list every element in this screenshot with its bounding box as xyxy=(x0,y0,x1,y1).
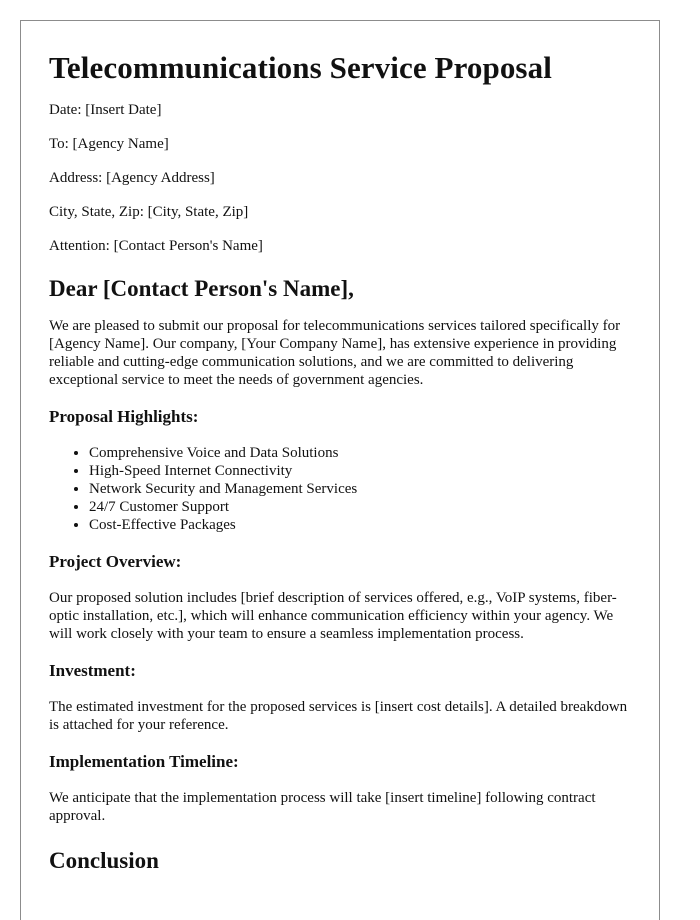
list-item: • Comprehensive Voice and Data Solutions xyxy=(89,444,631,462)
timeline-heading: Implementation Timeline: xyxy=(49,752,239,771)
investment-paragraph: The estimated investment for the proposed services is [insert cost details]. A detailed breakdown is attached for your reference. xyxy=(49,699,628,733)
city-state-zip-line: City, State, Zip: [City, State, Zip] xyxy=(49,204,249,220)
timeline-paragraph: We anticipate that the implementation process will take [insert timeline] following contract approval. xyxy=(49,790,596,824)
investment-heading: Investment: xyxy=(49,661,136,680)
conclusion-heading: Conclusion xyxy=(49,848,159,873)
highlights-heading: Proposal Highlights: xyxy=(49,407,199,426)
address-line: Address: [Agency Address] xyxy=(49,170,215,186)
date-line: Date: [Insert Date] xyxy=(49,102,162,118)
overview-paragraph: Our proposed solution includes [brief description of services offered, e.g., VoIP systems, fiber-optic installation, etc.], which will enhance communication efficiency within your agency. We will work closely with your team to ensure a seamless implementation process. xyxy=(49,590,617,642)
page-title: Telecommunications Service Proposal xyxy=(49,50,552,85)
letter-page xyxy=(20,20,660,920)
attention-line: Attention: [Contact Person's Name] xyxy=(49,238,263,254)
salutation: Dear [Contact Person's Name], xyxy=(49,276,354,301)
list-item: • Cost-Effective Packages xyxy=(89,516,631,534)
highlights-list xyxy=(49,444,631,534)
list-item: • 24/7 Customer Support xyxy=(89,498,631,516)
overview-heading: Project Overview: xyxy=(49,552,182,571)
list-item: • High-Speed Internet Connectivity xyxy=(89,462,631,480)
to-line: To: [Agency Name] xyxy=(49,136,169,152)
list-item: • Network Security and Management Services xyxy=(89,480,631,498)
intro-paragraph: We are pleased to submit our proposal for telecommunications services tailored specifically for [Agency Name]. Our company, [Your Company Name], has extensive experience in providing reliable and cutting-edge communication solutions, and we are committed to delivering exceptional service to meet the needs of government agencies. xyxy=(49,318,621,388)
